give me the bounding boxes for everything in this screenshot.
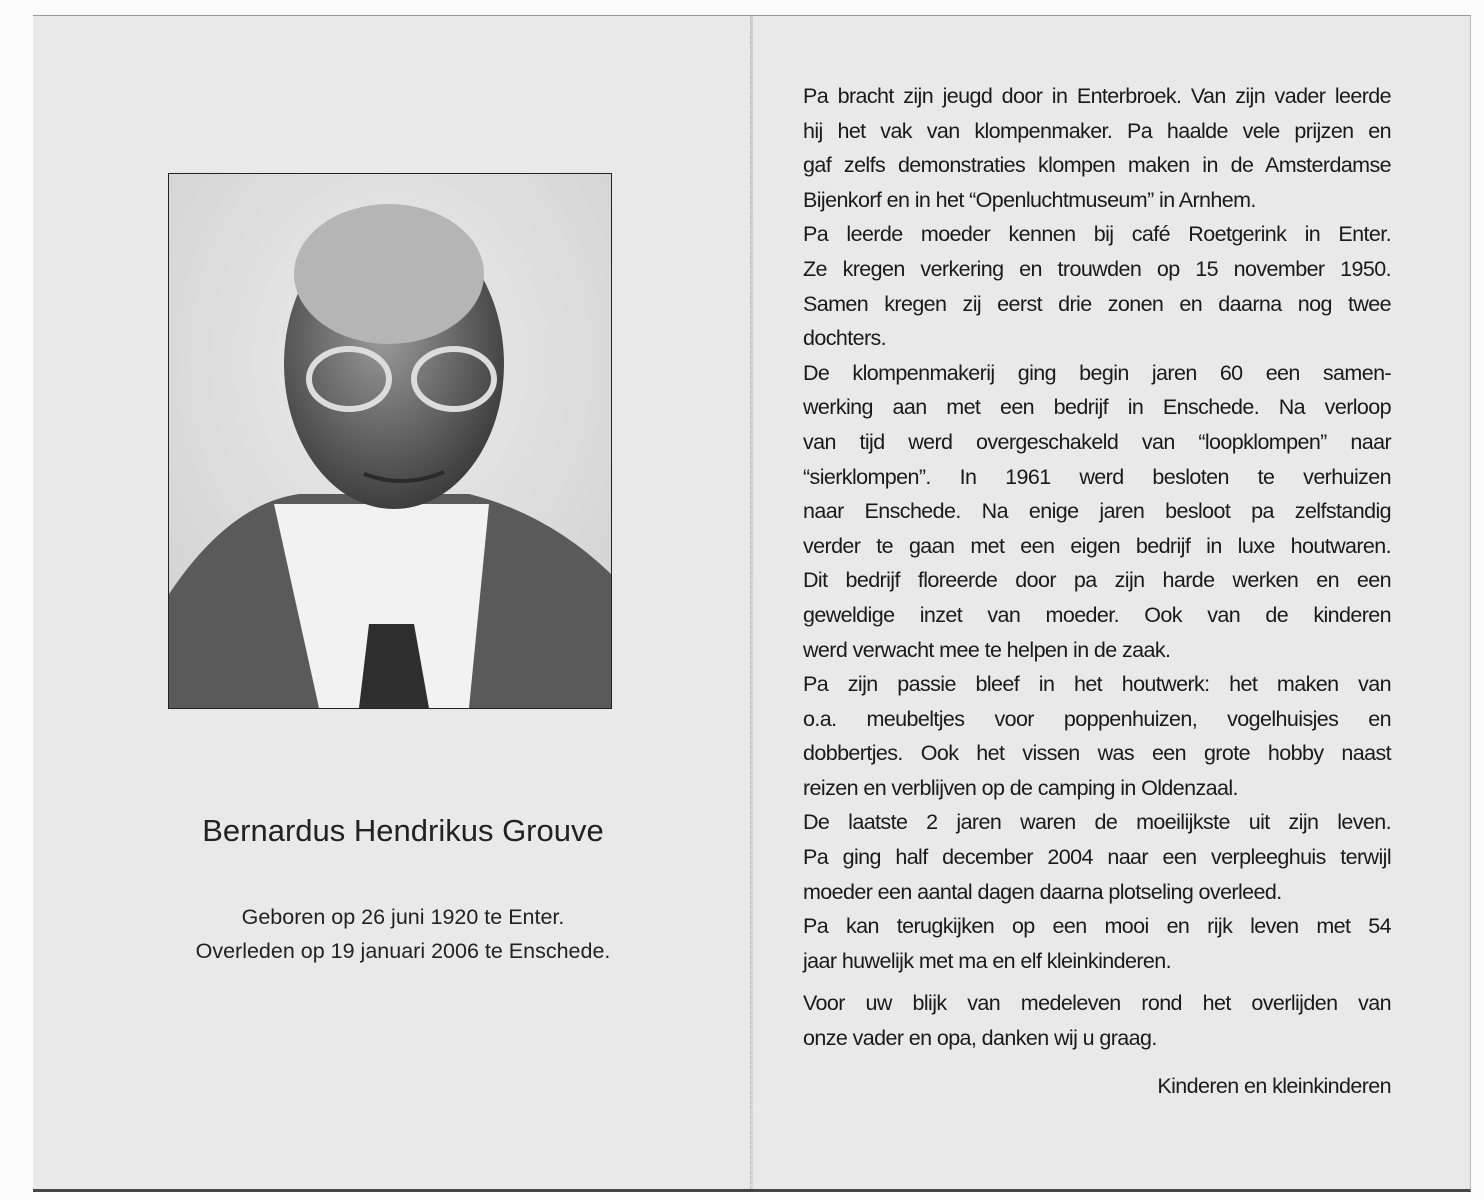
paragraph <box>803 805 1391 909</box>
memorial-card <box>33 15 1471 1192</box>
text-line: Ze kregen verkering en trouwden op 15 november 1950. <box>803 256 1391 281</box>
card-fold <box>750 16 753 1189</box>
paragraph <box>803 909 1391 978</box>
text-line: dochters. <box>803 326 887 351</box>
paragraph <box>803 667 1391 805</box>
text-line: Pa leerde moeder kennen bij café Roetgerink in Enter. <box>803 222 1391 247</box>
death-line: Overleden op 19 januari 2006 te Enschede. <box>195 939 611 963</box>
text-line: “sierklompen”. In 1961 werd besloten te verhuizen <box>803 464 1391 489</box>
signature: Kinderen en kleinkinderen <box>1157 1074 1391 1098</box>
text-line: werking aan met een bedrijf in Enschede. Na verloop <box>803 395 1391 420</box>
text-line: Pa bracht zijn jeugd door in Enterbroek. Van zijn vader leerde <box>803 84 1391 108</box>
text-line: Dit bedrijf floreerde door pa zijn harde werken en een <box>803 568 1391 593</box>
paragraph <box>803 217 1391 355</box>
biography-text <box>803 79 1391 1056</box>
text-line: Bijenkorf en in het “Openluchtmuseum” in Arnhem. <box>803 187 1256 212</box>
paragraph <box>803 986 1391 1055</box>
text-line: werd verwacht mee te helpen in de zaak. <box>803 637 1171 662</box>
text-line: van tijd werd overgeschakeld van “loopklompen” naar <box>803 429 1391 454</box>
deceased-name: Bernardus Hendrikus Grouve <box>202 813 604 848</box>
portrait-photo <box>168 173 612 709</box>
text-line: onze vader en opa, danken wij u graag. <box>803 1026 1157 1051</box>
text-line: jaar huwelijk met ma en elf kleinkinderen. <box>803 948 1171 973</box>
text-line: geweldige inzet van moeder. Ook van de kinderen <box>803 602 1391 627</box>
text-line: naar Enschede. Na enige jaren besloot pa zelfstandig <box>803 499 1391 524</box>
text-line: Samen kregen zij eerst drie zonen en daarna nog twee <box>803 291 1391 316</box>
text-line: Pa ging half december 2004 naar een verpleeghuis terwijl <box>803 845 1391 870</box>
text-line: o.a. meubeltjes voor poppenhuizen, vogelhuisjes en <box>803 706 1391 731</box>
text-line: dobbertjes. Ook het vissen was een grote hobby naast <box>803 741 1391 766</box>
text-line: gaf zelfs demonstraties klompen maken in de Amsterdamse <box>803 153 1391 178</box>
paragraph <box>803 79 1391 217</box>
text-line: De laatste 2 jaren waren de moeilijkste uit zijn leven. <box>803 810 1391 835</box>
text-line: De klompenmakerij ging begin jaren 60 een samen- <box>803 360 1391 385</box>
text-line: hij het vak van klompenmaker. Pa haalde vele prijzen en <box>803 118 1391 143</box>
birth-line: Geboren op 26 juni 1920 te Enter. <box>241 905 565 929</box>
text-line: Voor uw blijk van medeleven rond het overlijden van <box>803 991 1391 1016</box>
text-line: Pa kan terugkijken op een mooi en rijk leven met 54 <box>803 914 1391 939</box>
life-dates <box>123 900 683 968</box>
text-line: Pa zijn passie bleef in het houtwerk: het maken van <box>803 672 1391 697</box>
text-line: verder te gaan met een eigen bedrijf in luxe houtwaren. <box>803 533 1391 558</box>
text-line: reizen en verblijven op de camping in Oldenzaal. <box>803 775 1238 800</box>
paragraph <box>803 356 1391 667</box>
text-line: moeder een aantal dagen daarna plotseling overleed. <box>803 879 1282 904</box>
